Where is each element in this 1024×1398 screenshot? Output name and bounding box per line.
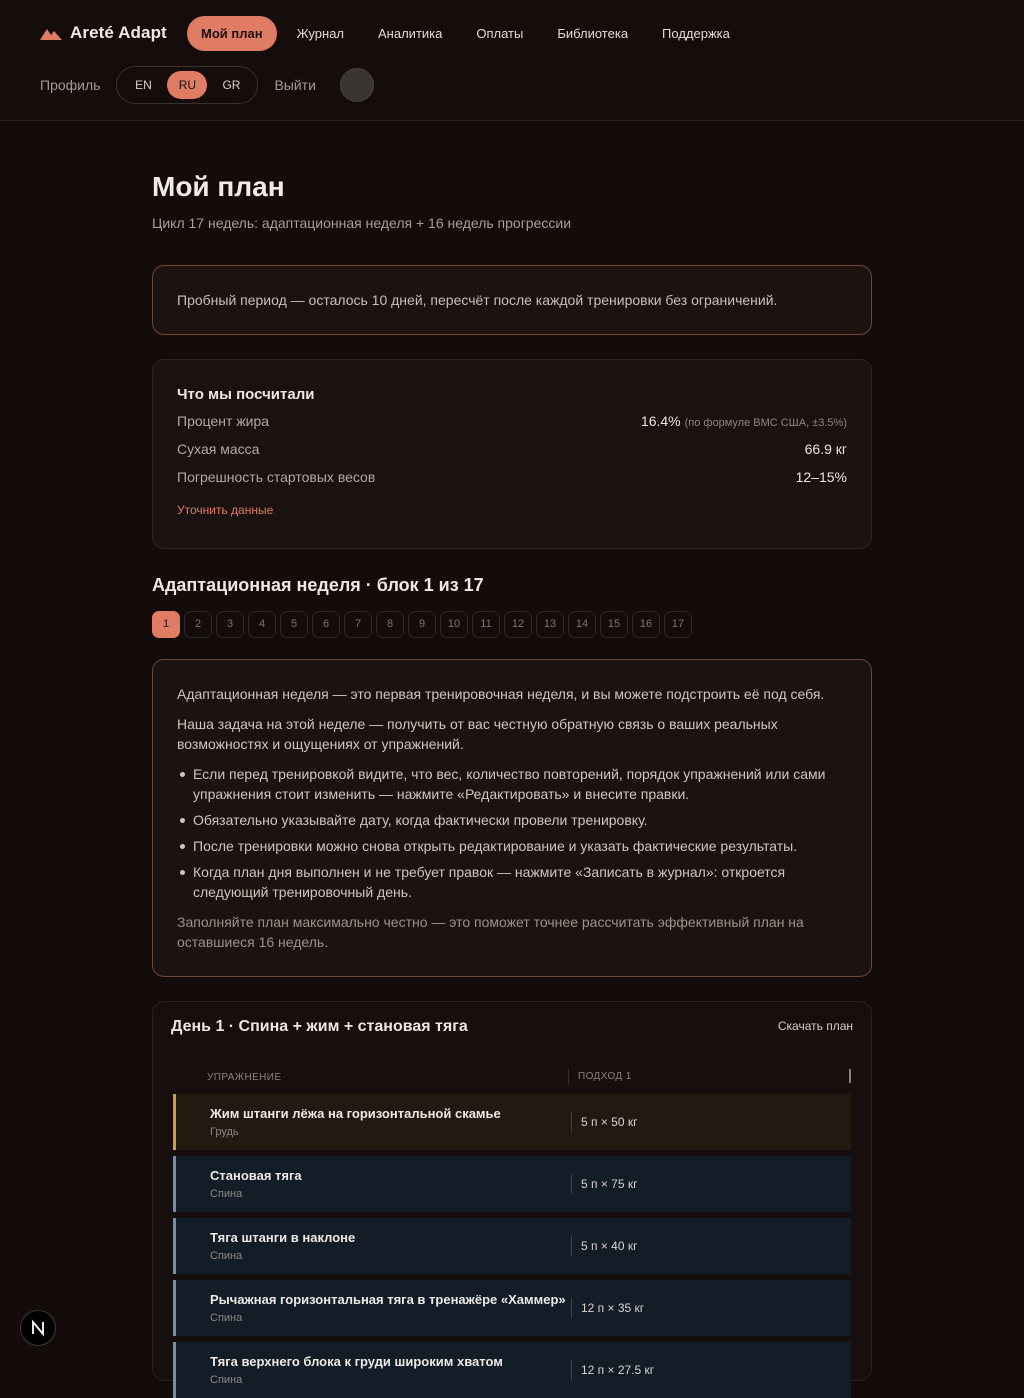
- calc-row-lean-mass: [177, 441, 847, 469]
- exercise-muscle-group: Грудь: [210, 1126, 239, 1138]
- logout-button[interactable]: Выйти: [274, 77, 316, 93]
- nav-library[interactable]: Библиотека: [557, 26, 629, 41]
- week-tab-15[interactable]: 15: [600, 611, 628, 638]
- exercise-set1: 5 п × 40 кг: [571, 1236, 638, 1256]
- exercise-set1: 5 п × 75 кг: [571, 1174, 638, 1194]
- refine-data-link[interactable]: Уточнить данные: [177, 503, 274, 517]
- main-nav: [187, 16, 750, 51]
- profile-link[interactable]: Профиль: [40, 77, 101, 93]
- block-title: Адаптационная неделя · блок 1 из 17: [152, 575, 484, 595]
- exercise-name: Жим штанги лёжа на горизонтальной скамье: [210, 1106, 501, 1121]
- table-row[interactable]: [173, 1094, 851, 1150]
- week-tab-4[interactable]: 4: [248, 611, 276, 638]
- day-plan-card: [152, 1001, 872, 1386]
- calc-value: 66.9 кг: [804, 441, 847, 457]
- week-tab-11[interactable]: 11: [472, 611, 500, 638]
- week-tab-8[interactable]: 8: [376, 611, 404, 638]
- calc-label: Погрешность стартовых весов: [177, 469, 376, 485]
- nav-support[interactable]: Поддержка: [662, 26, 730, 41]
- table-row[interactable]: [173, 1342, 851, 1398]
- nav-analytics[interactable]: Аналитика: [378, 26, 443, 41]
- trial-banner: [152, 265, 872, 335]
- exercise-muscle-group: Спина: [210, 1250, 243, 1262]
- exercise-muscle-group: Спина: [210, 1312, 243, 1324]
- table-row[interactable]: [173, 1156, 851, 1212]
- day-title: День 1 · Спина + жим + становая тяга: [171, 1018, 468, 1035]
- calc-value: 16.4%: [640, 413, 681, 429]
- info-list-item: Если перед тренировкой видите, что вес, количество повторений, порядок упражнений или сами упражнения стоит изменить — нажмите «Редактировать» и внесите правки.: [193, 764, 847, 804]
- calc-value: 12–15%: [795, 469, 847, 485]
- table-row[interactable]: [173, 1280, 851, 1336]
- week-tab-16[interactable]: 16: [632, 611, 660, 638]
- lang-en[interactable]: EN: [135, 78, 152, 92]
- language-switcher: [116, 66, 258, 104]
- calculations-title: Что мы посчитали: [177, 386, 315, 403]
- week-tab-14[interactable]: 14: [568, 611, 596, 638]
- week-tab-7[interactable]: 7: [344, 611, 372, 638]
- table-row[interactable]: [173, 1218, 851, 1274]
- info-paragraph: Наша задача на этой неделе — получить от вас честную обратную связь о ваших реальных возможностях и ощущениях от упражнений.: [177, 716, 778, 752]
- week-tab-9[interactable]: 9: [408, 611, 436, 638]
- info-footer: Заполняйте план максимально честно — это поможет точнее рассчитать эффективный план на оставшиеся 16 недель.: [177, 914, 804, 950]
- week-tab-12[interactable]: 12: [504, 611, 532, 638]
- exercise-name: Тяга штанги в наклоне: [210, 1230, 356, 1245]
- column-header-set1: ПОДХОД 1: [568, 1069, 632, 1085]
- info-paragraph: Адаптационная неделя — это первая тренировочная неделя, и вы можете подстроить её под себя.: [177, 686, 825, 702]
- calc-label: Сухая масса: [177, 441, 260, 457]
- calc-note: (по формуле ВМС США, ±3.5%): [684, 417, 847, 429]
- table-header: [173, 1068, 851, 1090]
- column-header-exercise: УПРАЖНЕНИЕ: [207, 1072, 282, 1083]
- adaptation-info-card: [152, 659, 872, 977]
- info-list-item: Когда план дня выполнен и не требует правок — нажмите «Записать в журнал»: откроется следующий тренировочный день.: [193, 862, 847, 902]
- info-list-item: После тренировки можно снова открыть редактирование и указать фактические результаты.: [193, 836, 847, 856]
- calc-value-group: [641, 413, 847, 429]
- exercise-table: [173, 1068, 851, 1398]
- week-tab-17[interactable]: 17: [664, 611, 692, 638]
- page-title: Мой план: [152, 171, 285, 202]
- exercise-name: Тяга верхнего блока к груди широким хватом: [210, 1354, 503, 1369]
- page-subtitle: Цикл 17 недель: адаптационная неделя + 16 недель прогрессии: [152, 215, 572, 231]
- info-list: [193, 764, 847, 902]
- nav-my-plan[interactable]: Мой план: [187, 16, 277, 51]
- week-tab-5[interactable]: 5: [280, 611, 308, 638]
- week-tab-1[interactable]: 1: [152, 611, 180, 638]
- trial-text: Пробный период — осталось 10 дней, пересчёт после каждой тренировки без ограничений.: [177, 292, 778, 308]
- calc-label: Процент жира: [177, 413, 270, 429]
- avatar[interactable]: [340, 68, 374, 102]
- week-tab-6[interactable]: 6: [312, 611, 340, 638]
- week-tab-2[interactable]: 2: [184, 611, 212, 638]
- lang-ru[interactable]: RU: [167, 71, 207, 99]
- exercise-set1: 12 п × 35 кг: [571, 1298, 644, 1318]
- week-tab-3[interactable]: 3: [216, 611, 244, 638]
- exercise-muscle-group: Спина: [210, 1188, 243, 1200]
- week-tab-10[interactable]: 10: [440, 611, 468, 638]
- calc-row-fat: [177, 413, 847, 441]
- lang-gr[interactable]: GR: [222, 78, 241, 92]
- top-header: [0, 0, 1024, 121]
- exercise-set1: 5 п × 50 кг: [571, 1112, 638, 1132]
- exercise-name: Становая тяга: [210, 1168, 302, 1183]
- calc-row-error: [177, 469, 847, 497]
- calculations-card: [152, 359, 872, 549]
- download-plan-button[interactable]: Скачать план: [777, 1019, 853, 1033]
- exercise-muscle-group: Спина: [210, 1374, 243, 1386]
- column-header-next: [849, 1069, 851, 1083]
- mountain-icon: [40, 26, 62, 40]
- n-logo-icon: [31, 1321, 45, 1335]
- next-dev-badge[interactable]: [20, 1310, 56, 1346]
- brand-logo[interactable]: [40, 22, 167, 44]
- exercise-name: Рычажная горизонтальная тяга в тренажёре «Хаммер»: [210, 1292, 566, 1307]
- account-bar: [40, 66, 374, 104]
- exercise-set1: 12 п × 27.5 кг: [571, 1360, 654, 1380]
- week-tabs: [152, 611, 696, 638]
- nav-journal[interactable]: Журнал: [296, 26, 345, 41]
- info-list-item: Обязательно указывайте дату, когда фактически провели тренировку.: [193, 810, 847, 830]
- nav-payments[interactable]: Оплаты: [476, 26, 524, 41]
- brand-name: Areté Adapt: [70, 23, 167, 42]
- week-tab-13[interactable]: 13: [536, 611, 564, 638]
